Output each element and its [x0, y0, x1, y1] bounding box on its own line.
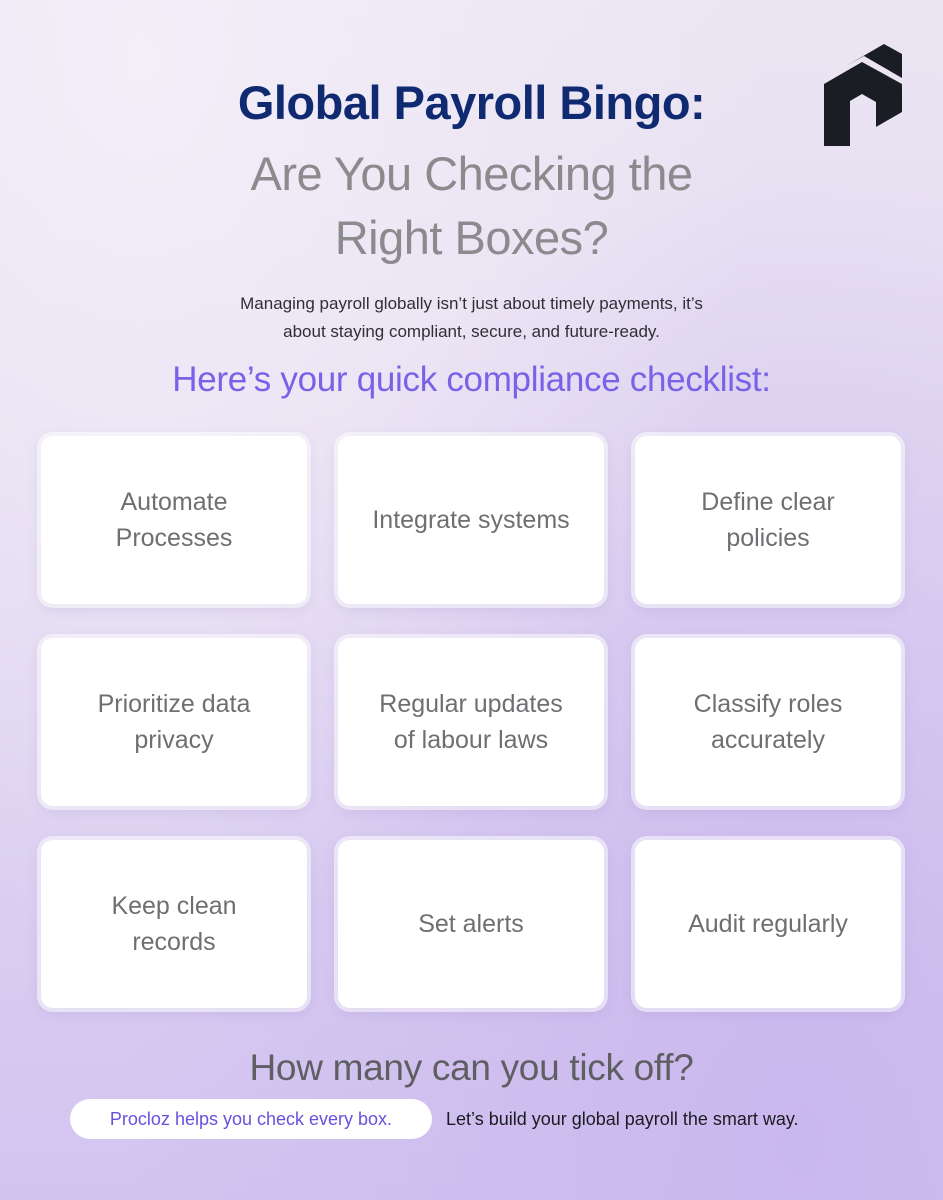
intro-line-2: about staying compliant, secure, and future-ready. [283, 322, 660, 341]
page-subtitle-line-1: Are You Checking the [250, 147, 693, 200]
bingo-card-label: Define clear policies [701, 488, 835, 552]
bingo-card-label: Keep clean records [111, 892, 237, 956]
bingo-card-label: Regular updates of labour laws [379, 690, 563, 754]
bingo-card-label: Automate Processes [115, 488, 233, 552]
bingo-card-label: Prioritize data privacy [97, 690, 251, 754]
checklist-heading: Here’s your quick compliance checklist: [172, 360, 771, 399]
bingo-card-label: Audit regularly [688, 910, 848, 938]
bingo-card-set-alerts [338, 840, 604, 1008]
bingo-card-classify-roles [635, 638, 901, 806]
intro-line-1: Managing payroll globally isn’t just about timely payments, it’s [240, 294, 703, 313]
page-title: Global Payroll Bingo: [237, 76, 706, 129]
bingo-card-audit-regularly [635, 840, 901, 1008]
page-subtitle [0, 142, 943, 270]
bingo-card-prioritize-data-privacy [41, 638, 307, 806]
bingo-card-label: Set alerts [418, 910, 524, 938]
bingo-card-regular-updates [338, 638, 604, 806]
bingo-card-integrate-systems [338, 436, 604, 604]
cta-text: Let’s build your global payroll the smart way. [446, 1109, 799, 1129]
bingo-card-label: Integrate systems [372, 506, 570, 534]
intro-text [0, 290, 943, 346]
bingo-card-label: Classify roles accurately [693, 690, 843, 754]
bingo-card-define-clear-policies [635, 436, 901, 604]
footer-question: How many can you tick off? [249, 1047, 694, 1088]
bingo-card-automate-processes [41, 436, 307, 604]
bingo-card-keep-clean-records [41, 840, 307, 1008]
page-subtitle-line-2: Right Boxes? [334, 211, 609, 264]
cta-highlight-pill: Procloz helps you check every box. [70, 1099, 432, 1139]
